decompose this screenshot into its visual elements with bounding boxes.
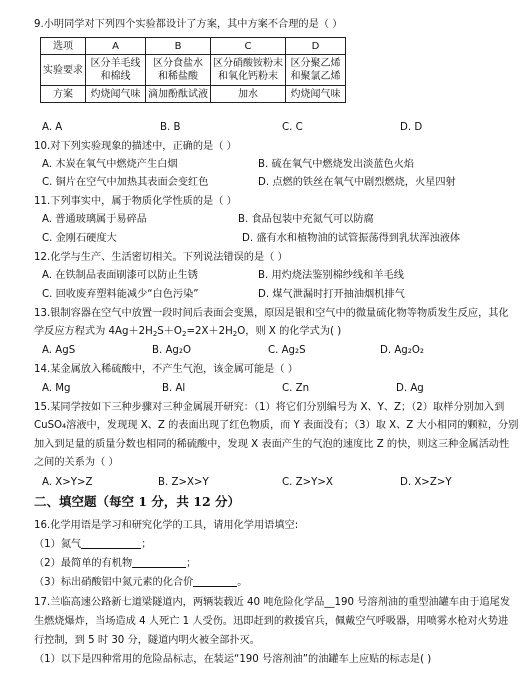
answer-blank[interactable] (81, 537, 141, 549)
q9-option-a[interactable]: A. A (42, 122, 63, 133)
q9-cell-line: 和聚氯乙烯 (290, 71, 341, 82)
q9-header-cell: D (286, 38, 346, 55)
q10-option-d[interactable]: D. 点燃的铁丝在氧气中剧烈燃烧，火星四射 (258, 177, 456, 188)
q13-text: O，则 X 的化学式为( ) (237, 326, 342, 337)
q9-cell: 加水 (211, 86, 286, 103)
q16-stem: 16.化学用语是学习和研究化学的工具，请用化学用语填空: (34, 520, 299, 531)
q14-option-a[interactable]: A. Mg (42, 383, 71, 394)
q16-item-label: （3）标出硝酸铝中氮元素的化合价 (34, 577, 194, 588)
q12-option-b[interactable]: B. 用灼烧法鉴别棉纱线和羊毛线 (258, 270, 404, 281)
q14-option-d[interactable]: D. Ag (396, 383, 424, 394)
q9-cell (211, 55, 286, 86)
q11-option-a[interactable]: A. 普通玻璃属于易碎品 (42, 214, 147, 225)
q14-stem: 14.某金属放入稀硫酸中，不产生气泡，该金属可能是（ ） (34, 364, 298, 375)
q14-option-b[interactable]: B. Al (162, 383, 186, 394)
q9-cell (286, 55, 346, 86)
q13-text: =2X＋2H (186, 326, 233, 337)
q13-subscript: 2 (152, 330, 158, 338)
q10-option-b[interactable]: B. 硫在氧气中燃烧发出淡蓝色火焰 (258, 159, 415, 170)
q9-table-requirement-row (41, 55, 346, 86)
q13-option-a[interactable]: A. AgS (42, 345, 76, 356)
q12-option-a[interactable]: A. 在铁制品表面刷漆可以防止生锈 (42, 270, 198, 281)
q17-stem-line1: 17.兰临高速公路新七道梁隧道内，两辆装载近 40 吨危险化学品__190 号溶剂油的重型油罐车由于追尾发 (34, 597, 511, 608)
q15-stem-line3: 加入到足量的质量分数也相同的稀硫酸中，发现 X 表面产生的气泡的速度比 Z 的快，则这三种金属活动性 (34, 439, 510, 450)
q15-option-b[interactable]: B. Z>X>Y (158, 477, 209, 488)
q17-sub-question-1: （1）以下是四种常用的危险品标志，在装运“190 号溶剂油”的油罐车上应贴的标志是( ) (34, 654, 432, 665)
q16-item-2 (34, 556, 196, 571)
q9-header-cell: C (211, 38, 286, 55)
q13-stem-line1: 13.银制容器在空气中放置一段时间后表面会变黑，原因是银和空气中的微量硫化物等物质发生反应，其化 (34, 308, 509, 319)
q9-cell-line: 和氧化钙粉末 (218, 71, 278, 82)
q9-table (40, 37, 346, 103)
q9-option-c[interactable]: C. C (282, 122, 303, 133)
q12-option-c[interactable]: C. 回收废弃塑料能减少“白色污染” (42, 289, 199, 300)
q15-option-c[interactable]: C. Z>Y>X (282, 477, 333, 488)
q13-option-d[interactable]: D. Ag₂O₂ (380, 345, 424, 356)
q16-item-end: ； (186, 558, 197, 569)
q12-option-d[interactable]: D. 煤气泄漏时打开抽油烟机排气 (258, 289, 405, 300)
q15-stem-line2: CuSO₄溶液中，发现现 X、Z 的表面出现了红色物质，而 Y 表面没有；（3）取 X、Z 大小相同的颗粒，分别 (34, 420, 519, 431)
q9-cell-line: 和棉线 (100, 71, 131, 82)
q11-stem: 11.下列事实中，属于物质化学性质的是（ ） (34, 196, 237, 207)
q9-cell-line: 和稀盐酸 (158, 71, 198, 82)
q13-option-b[interactable]: B. Ag₂O (152, 345, 192, 356)
answer-blank[interactable] (193, 575, 237, 587)
q9-cell: 灼烧闻气味 (286, 86, 346, 103)
q9-cell (86, 55, 146, 86)
q13-text: S＋O (157, 326, 182, 337)
q9-header-cell: 选项 (41, 38, 86, 55)
answer-blank[interactable] (132, 556, 186, 568)
q9-row-label: 方案 (41, 86, 86, 103)
q16-item-end: 。 (237, 577, 248, 588)
q9-cell: 灼烧闻气味 (86, 86, 146, 103)
q13-stem-line2 (34, 325, 341, 341)
q9-header-cell: A (86, 38, 146, 55)
q13-subscript: 2 (232, 330, 238, 338)
q10-option-c[interactable]: C. 铜片在空气中加热其表面会变红色 (42, 177, 209, 188)
q13-subscript: 2 (181, 330, 187, 338)
q12-stem: 12.化学与生产、生活密切相关。下列说法错误的是（ ） (34, 252, 288, 263)
q15-option-d[interactable]: D. X>Z>Y (400, 477, 452, 488)
q9-cell-line: 区分食盐水 (153, 58, 203, 69)
q9-cell-line: 区分羊毛线 (90, 58, 141, 69)
q9-cell: 滴加酚酞试液 (146, 86, 211, 103)
q17-stem-line2: 生燃烧爆炸，当场造成 4 人死亡 1 人受伤。迅即赶到的救援官兵，佩戴空气呼吸器，用喷雾水枪对火势进 (34, 616, 509, 627)
q16-item-1 (34, 537, 151, 552)
q15-stem-line1: 15.某同学按如下三种步骤对三种金属展开研究：（1）将它们分别编号为 X、Y、Z；（2）取样分别加入到 (34, 402, 505, 413)
section-heading: 二、填空题（每空 1 分，共 12 分） (34, 494, 241, 509)
q10-stem: 10.对下列实验现象的描述中，正确的是（ ） (34, 141, 237, 152)
q11-option-b[interactable]: B. 食品包装中充氮气可以防腐 (238, 214, 374, 225)
q9-header-cell: B (146, 38, 211, 55)
q11-option-d[interactable]: D. 盛有水和植物油的试管振荡得到乳状浑浊液体 (242, 233, 461, 244)
q13-option-c[interactable]: C. Ag₂S (268, 345, 306, 356)
q9-cell-line: 区分聚乙烯 (290, 58, 341, 69)
q13-text: 学反应方程式为 4Ag＋2H (34, 326, 153, 337)
q11-option-c[interactable]: C. 金刚石硬度大 (42, 233, 117, 244)
q9-row-label: 实验要求 (41, 55, 86, 86)
q9-table-plan-row (41, 86, 346, 103)
q17-stem-line3: 行控制，到 5 时 30 分，隧道内明火被全部扑灭。 (34, 635, 260, 646)
q16-item-3 (34, 575, 247, 590)
q15-stem-line4: 之间的关系为（ ） (34, 457, 119, 468)
q9-cell-line: 区分硝酸铵粉末 (213, 58, 283, 69)
q16-item-label: （2）最简单的有机物 (34, 558, 133, 569)
q9-option-d[interactable]: D. D (400, 122, 423, 133)
q9-table-header-row (41, 38, 346, 55)
q15-option-a[interactable]: A. X>Y>Z (42, 477, 93, 488)
q16-item-end: ； (141, 539, 152, 550)
q9-stem: 9.小明同学对下列四个实验都设计了方案，其中方案不合理的是（ ） (34, 19, 343, 30)
q9-cell (146, 55, 211, 86)
q16-item-label: （1）氮气 (34, 539, 82, 550)
q9-option-b[interactable]: B. B (160, 122, 181, 133)
q10-option-a[interactable]: A. 木炭在氧气中燃烧产生白烟 (42, 159, 178, 170)
q14-option-c[interactable]: C. Zn (282, 383, 310, 394)
